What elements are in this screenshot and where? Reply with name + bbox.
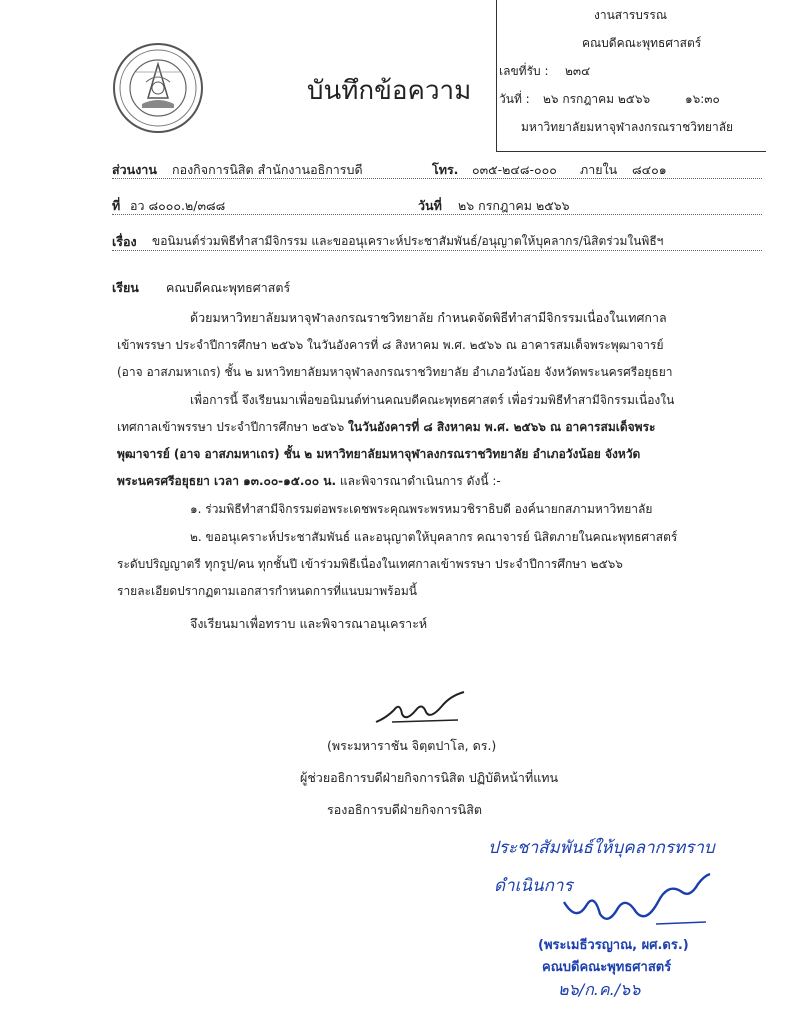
item2-line2: ระดับปริญญาตรี ทุกรูป/คน ทุกชั้นปี เข้าร่วมพิธีเนื่องในเทศกาลเข้าพรรษา ประจำปีการศึกษา ๒๕๖๖ [117,557,623,571]
handwritten-note-line1: ประชาสัมพันธ์ให้บุคลากรทราบ [488,838,715,858]
divider [112,178,762,179]
date-label: วันที่ [418,198,442,213]
item2-line1: ๒. ขออนุเคราะห์ประชาสัมพันธ์ และอนุญาตให้บุคลากร คณาจารย์ นิสิตภายในคณะพุทธศาสตร์ [190,530,678,544]
stamp-org: งานสารบรรณ [594,8,667,22]
date-value: ๒๖ กรกฎาคม ๒๕๖๖ [458,198,570,213]
annotation-date: ๒๖/ก.ค./๖๖ [558,980,641,999]
p2-line2 [117,418,655,437]
signer-name: (พระมหาราชัน จิตฺตปาโล, ดร.) [327,738,497,753]
reception-stamp [496,0,766,152]
subject-value: ขอนิมนต์ร่วมพิธีทำสามีจิกรรม และขออนุเคราะห์ประชาสัมพันธ์/อนุญาตให้บุคลากร/นิสิตร่วมในพิธีฯ [152,234,664,248]
closing: จึงเรียนมาเพื่อทราบ และพิจารณาอนุเคราะห์ [190,616,428,631]
dept-label: ส่วนงาน [112,162,157,177]
signer-position2: รองอธิการบดีฝ่ายกิจการนิสิต [327,802,482,817]
p2-line2-a: เทศกาลเข้าพรรษา ประจำปีการศึกษา ๒๕๖๖ [117,420,345,434]
divider [112,250,762,251]
handwritten-signature [556,872,716,930]
stamp-university: มหาวิทยาลัยมหาจุฬาลงกรณราชวิทยาลัย [521,120,734,134]
stamp-recv-no: ๒๓๔ [565,64,591,78]
to-value: คณบดีคณะพุทธศาสตร์ [166,280,291,295]
p2-line4-a: พระนครศรีอยุธยา เวลา ๑๓.๐๐-๑๕.๐๐ น. [117,474,337,488]
subject-label: เรื่อง [112,234,137,249]
p2-line1: เพื่อการนี้ จึงเรียนมาเพื่อขอนิมนต์ท่านคณบดีคณะพุทธศาสตร์ เพื่อร่วมพิธีทำสามีจิกรรมเนื่องใน [190,393,675,407]
item1: ๑. ร่วมพิธีทำสามีจิกรรมต่อพระเดชพระคุณพระพรหมวชิราธิบดี องค์นายกสภามหาวิทยาลัย [190,502,653,516]
signature-mark [372,688,472,728]
annotation-name: (พระเมธีวรญาณ, ผศ.ดร.) [538,938,689,953]
tel-value: ๐๓๕-๒๔๘-๐๐๐ [472,162,557,177]
p1-line2: เข้าพรรษา ประจำปีการศึกษา ๒๕๖๖ ในวันอังคารที่ ๘ สิงหาคม พ.ศ. ๒๕๖๖ ณ อาคารสมเด็จพระพุฒาจารย์ [117,338,664,352]
tel-label: โทร. [432,162,459,177]
ref-value: อว ๘๐๐๐.๒/๓๘๘ [130,198,226,213]
signer-position1: ผู้ช่วยอธิการบดีฝ่ายกิจการนิสิต ปฏิบัติหน้าที่แทน [300,770,559,785]
ref-label: ที่ [112,198,121,213]
stamp-time: ๑๖:๓๐ [685,92,720,106]
p1-line1: ด้วยมหาวิทยาลัยมหาจุฬาลงกรณราชวิทยาลัย กำหนดจัดพิธีทำสามีจิกรรมเนื่องในเทศกาล [190,310,667,325]
p2-line4 [117,472,501,491]
university-seal [112,42,204,134]
stamp-date-label: วันที่ : [499,92,530,106]
stamp-faculty: คณบดีคณะพุทธศาสตร์ [582,36,702,50]
to-label: เรียน [112,280,139,295]
ext-value: ๘๔๐๑ [632,162,667,177]
handwritten-note-line2: ดำเนินการ [494,876,573,896]
divider [112,214,762,215]
dept-value: กองกิจการนิสิต สำนักงานอธิการบดี [172,162,363,177]
ext-label: ภายใน [580,162,618,177]
p2-line2-b: ในวันอังคารที่ ๘ สิงหาคม พ.ศ. ๒๕๖๖ ณ อาคารสมเด็จพระ [348,420,656,434]
p2-line4-b: และพิจารณาดำเนินการ ดังนี้ :- [339,474,501,488]
stamp-date: ๒๖ กรกฎาคม ๒๕๖๖ [543,92,651,106]
item2-line3: รายละเอียดปรากฏตามเอกสารกำหนดการที่แนบมาพร้อมนี้ [117,584,417,598]
annotation-position: คณบดีคณะพุทธศาสตร์ [542,960,672,975]
p1-line3: (อาจ อาสภมหาเถร) ชั้น ๒ มหาวิทยาลัยมหาจุฬาลงกรณราชวิทยาลัย อำเภอวังน้อย จังหวัดพระนครศรีอยุธยา [117,365,673,379]
p2-line3: พุฒาจารย์ (อาจ อาสภมหาเถร) ชั้น ๒ มหาวิทยาลัยมหาจุฬาลงกรณราชวิทยาลัย อำเภอวังน้อย จังหวัด [117,447,641,461]
page-title: บันทึกข้อความ [307,76,472,106]
stamp-recv-label: เลขที่รับ : [499,64,549,78]
